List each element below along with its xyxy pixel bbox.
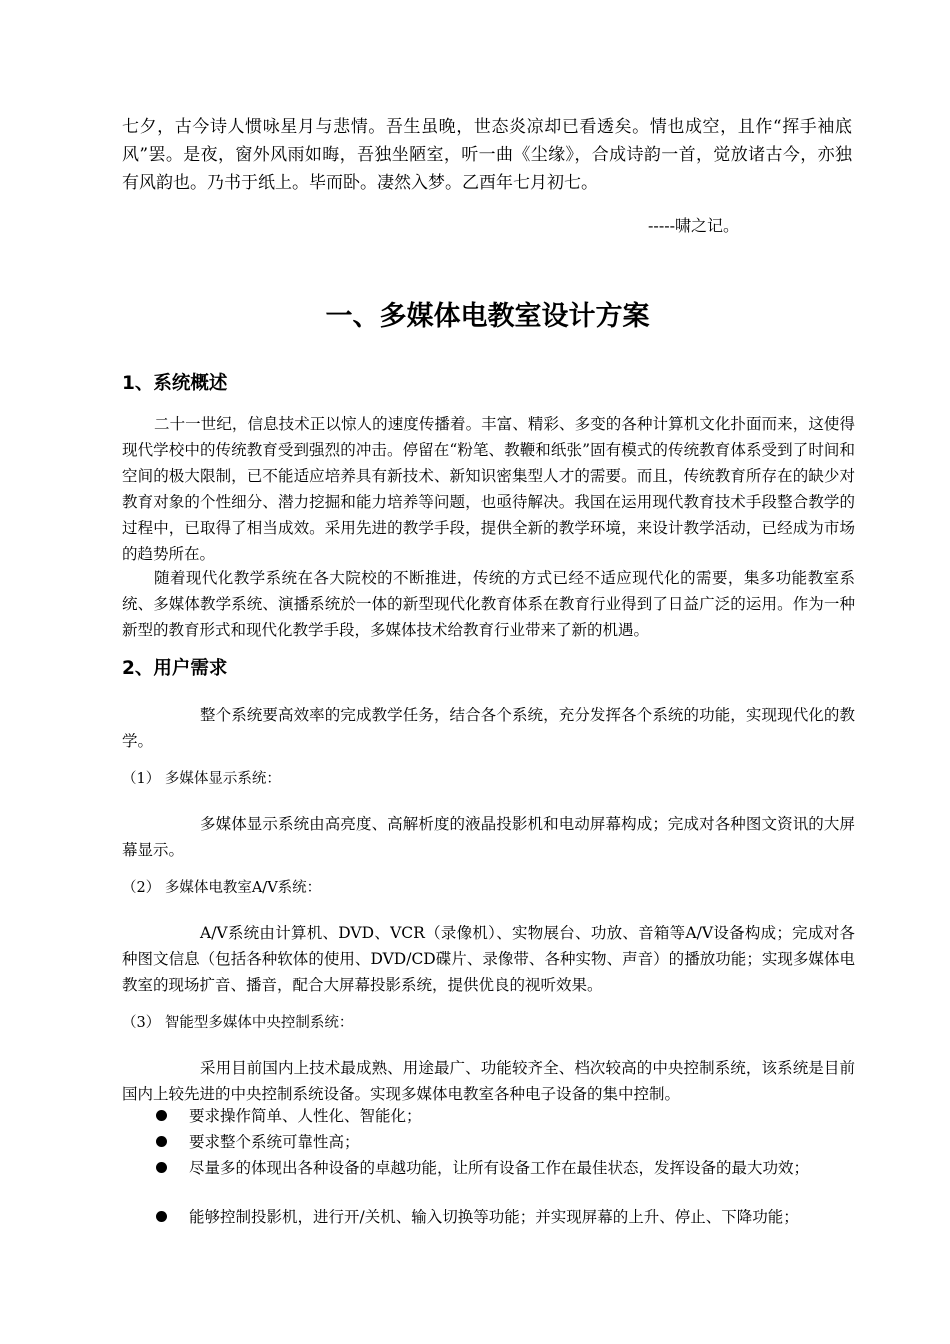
bullet-icon [156,1136,167,1147]
list-item: 能够控制投影机，进行开/关机、输入切换等功能；并实现屏幕的上升、停止、下降功能； [156,1205,866,1227]
subsection-text-control: 采用目前国内上技术最成熟、用途最广、功能较齐全、档次较高的中央控制系统，该系统是目前国内上较先进的中央控制系统设备。实现多媒体电教室各种电子设备的集中控制。 [122,1059,855,1103]
subsection-text-av: A/V系统由计算机、DVD、VCR（录像机）、实物展台、功放、音箱等A/V设备构成；完成对各种图文信息（包括各种软体的使用、DVD/CD碟片、录像带、各种实物、声音）的播放功能；实现多媒体电教室的现场扩音、播音，配合大屏幕投影系统，提供优良的视听效果。 [122,924,855,994]
page-title: 一、多媒体电教室设计方案 [325,301,650,332]
bullet-icon [156,1110,167,1121]
subsection-label-control: （3） 智能型多媒体中央控制系统： [122,1015,354,1031]
subsection-text-display: 多媒体显示系统由高亮度、高解析度的液晶投影机和电动屏幕构成；完成对各种图文资讯的大屏幕显示。 [122,815,855,859]
section-heading-requirements: 2、用户需求 [122,658,228,679]
bullet-icon [156,1211,167,1222]
overview-paragraph-1: 二十一世纪，信息技术正以惊人的速度传播着。丰富、精彩、多变的各种计算机文化扑面而来，这使得现代学校中的传统教育受到强烈的冲击。停留在“粉笔、教鞭和纸张”固有模式的传统教育体系受到了时间和空间的极大限制，已不能适应培养具有新技术、新知识密集型人才的需要。而且，传统教育所存在的缺少对教育对象的个性细分、潜力挖掘和能力培养等问题，也亟待解决。我国在运用现代教育技术手段整合教学的过程中，已取得了相当成效。采用先进的教学手段，提供全新的教学环境，来设计教学活动，已经成为市场的趋势所在。 [122,415,855,563]
intro-paragraph: 七夕，古今诗人惯咏星月与悲情。吾生虽晚，世态炎凉却已看透矣。情也成空，且作“挥手袖底风”罢。是夜，窗外风雨如晦，吾独坐陋室，听一曲《尘缘》，合成诗韵一首，觉放诸古今，亦独有风韵也。乃书于纸上。毕而卧。凄然入梦。乙酉年七月初七。 [122,117,852,193]
list-item: 尽量多的体现出各种设备的卓越功能，让所有设备工作在最佳状态，发挥设备的最大功效； [156,1156,866,1178]
subsection-label-display: （1） 多媒体显示系统： [122,771,281,787]
list-item: 要求操作简单、人性化、智能化； [156,1104,866,1126]
signature: -----啸之记。 [648,216,740,235]
subsection-label-av: （2） 多媒体电教室A/V系统： [122,880,322,896]
list-item: 要求整个系统可靠性高； [156,1130,866,1152]
requirements-intro: 整个系统要高效率的完成教学任务，结合各个系统，充分发挥各个系统的功能，实现现代化的教学。 [122,706,855,750]
section-heading-overview: 1、系统概述 [122,373,228,394]
bullet-icon [156,1162,167,1173]
overview-paragraph-2: 随着现代化教学系统在各大院校的不断推进，传统的方式已经不适应现代化的需要，集多功能教室系统、多媒体教学系统、演播系统於一体的新型现代化教育体系在教育行业得到了日益广泛的运用。作为一种新型的教育形式和现代化教学手段，多媒体技术给教育行业带来了新的机遇。 [122,569,855,639]
